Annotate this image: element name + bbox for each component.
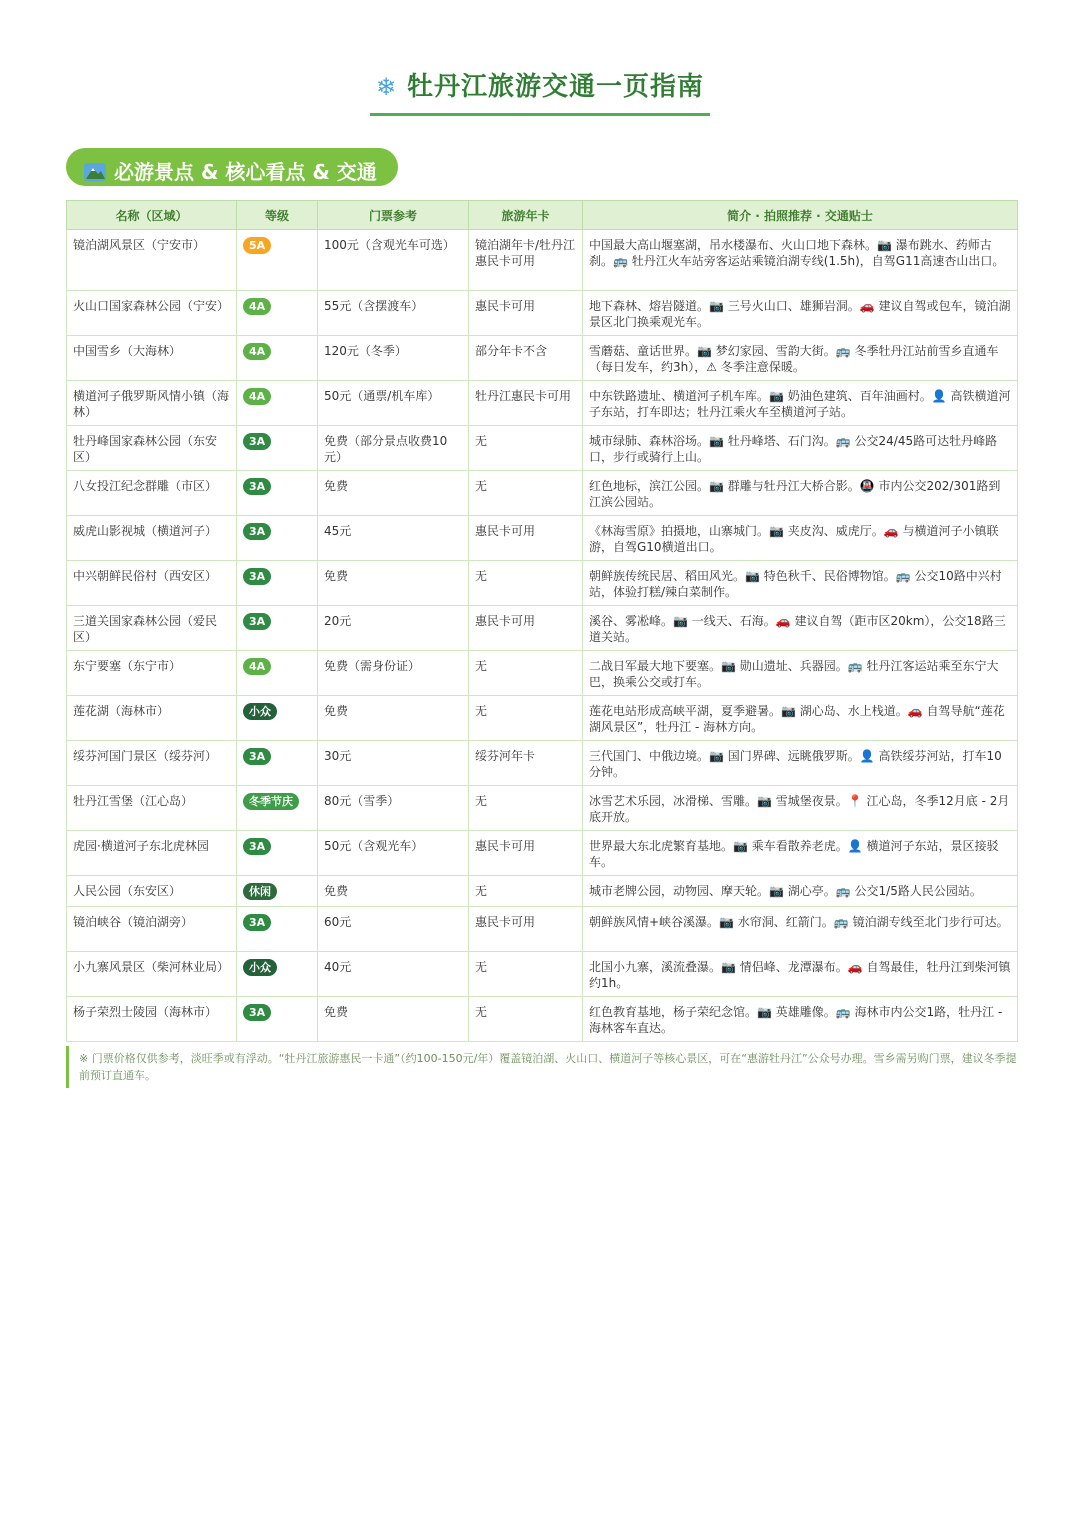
cell-intro: 中国最大高山堰塞湖，吊水楼瀑布、火山口地下森林。📷 瀑布跳水、药师古刹。🚌 牡丹江火车站旁客运站乘镜泊湖专线(1.5h)，自驾G11高速杏山出口。 xyxy=(583,230,1018,291)
table-row xyxy=(67,696,1018,741)
cell-card: 惠民卡可用 xyxy=(469,516,583,561)
cell-level xyxy=(237,907,318,952)
cell-ticket: 80元（雪季） xyxy=(318,786,469,831)
cell-card: 无 xyxy=(469,997,583,1042)
cell-ticket: 55元（含摆渡车） xyxy=(318,291,469,336)
level-badge: 休闲 xyxy=(243,883,277,900)
cell-card: 无 xyxy=(469,651,583,696)
level-badge: 3A xyxy=(243,478,271,495)
cell-intro: 二战日军最大地下要塞。📷 勋山遗址、兵器园。🚌 牡丹江客运站乘至东宁大巴，换乘公交或打车。 xyxy=(583,651,1018,696)
level-badge: 4A xyxy=(243,388,271,405)
cell-card: 惠民卡可用 xyxy=(469,831,583,876)
cell-card: 无 xyxy=(469,952,583,997)
header-name: 名称（区域） xyxy=(67,201,237,230)
cell-ticket: 30元 xyxy=(318,741,469,786)
cell-ticket: 免费 xyxy=(318,876,469,907)
title-wrap xyxy=(0,66,1080,116)
cell-intro: 雪蘑菇、童话世界。📷 梦幻家园、雪韵大街。🚌 冬季牡丹江站前雪乡直通车（每日发车，约3h），⚠ 冬季注意保暖。 xyxy=(583,336,1018,381)
header-ticket: 门票参考 xyxy=(318,201,469,230)
level-badge: 3A xyxy=(243,748,271,765)
cell-name: 牡丹江雪堡（江心岛） xyxy=(67,786,237,831)
cell-ticket: 20元 xyxy=(318,606,469,651)
level-badge: 3A xyxy=(243,568,271,585)
table-row xyxy=(67,952,1018,997)
page-title xyxy=(370,66,710,116)
cell-ticket: 50元（含观光车） xyxy=(318,831,469,876)
cell-level xyxy=(237,696,318,741)
cell-level xyxy=(237,230,318,291)
cell-intro: 世界最大东北虎繁育基地。📷 乘车看散养老虎。👤 横道河子东站，景区接驳车。 xyxy=(583,831,1018,876)
footnote: ※ 门票价格仅供参考，淡旺季或有浮动。“牡丹江旅游惠民一卡通”（约100-150元/年）覆盖镜泊湖、火山口、横道河子等核心景区，可在“惠游牡丹江”公众号办理。雪乡需另购门票，建议冬季提前预订直通车。 xyxy=(66,1046,1017,1088)
cell-level xyxy=(237,291,318,336)
cell-ticket: 免费 xyxy=(318,471,469,516)
cell-card: 惠民卡可用 xyxy=(469,907,583,952)
cell-intro: 冰雪艺术乐园，冰滑梯、雪雕。📷 雪城堡夜景。📍 江心岛，冬季12月底 - 2月底开放。 xyxy=(583,786,1018,831)
table-row xyxy=(67,426,1018,471)
table-row xyxy=(67,831,1018,876)
table-row xyxy=(67,907,1018,952)
cell-intro: 红色教育基地，杨子荣纪念馆。📷 英雄雕像。🚌 海林市内公交1路，牡丹江 - 海林客车直达。 xyxy=(583,997,1018,1042)
header-card: 旅游年卡 xyxy=(469,201,583,230)
cell-card: 无 xyxy=(469,471,583,516)
cell-name: 小九寨风景区（柴河林业局） xyxy=(67,952,237,997)
table-row xyxy=(67,876,1018,907)
cell-ticket: 120元（冬季） xyxy=(318,336,469,381)
cell-intro: 朝鲜族风情+峡谷溪瀑。📷 水帘洞、红箭门。🚌 镜泊湖专线至北门步行可达。 xyxy=(583,907,1018,952)
level-badge: 小众 xyxy=(243,959,277,976)
cell-name: 威虎山影视城（横道河子） xyxy=(67,516,237,561)
cell-ticket: 50元（通票/机车库） xyxy=(318,381,469,426)
cell-name: 人民公园（东安区） xyxy=(67,876,237,907)
section-header xyxy=(66,148,398,186)
level-badge: 3A xyxy=(243,523,271,540)
cell-name: 镜泊湖风景区（宁安市） xyxy=(67,230,237,291)
cell-level xyxy=(237,471,318,516)
cell-level xyxy=(237,786,318,831)
table-row xyxy=(67,561,1018,606)
level-badge: 5A xyxy=(243,237,271,254)
cell-ticket: 免费（需身份证） xyxy=(318,651,469,696)
cell-card: 无 xyxy=(469,876,583,907)
cell-intro: 莲花电站形成高峡平湖，夏季避暑。📷 湖心岛、水上栈道。🚗 自驾导航“莲花湖风景区”，牡丹江 - 海林方向。 xyxy=(583,696,1018,741)
snowflake-icon: ❄ xyxy=(375,73,398,101)
table-header-row xyxy=(67,201,1018,230)
cell-intro: 朝鲜族传统民居、稻田风光。📷 特色秋千、民俗博物馆。🚌 公交10路中兴村站，体验打糕/辣白菜制作。 xyxy=(583,561,1018,606)
cell-level xyxy=(237,516,318,561)
cell-intro: 地下森林、熔岩隧道。📷 三号火山口、雄狮岩洞。🚗 建议自驾或包车，镜泊湖景区北门换乘观光车。 xyxy=(583,291,1018,336)
cell-intro: 溪谷、雾凇峰。📷 一线天、石海。🚗 建议自驾（距市区20km），公交18路三道关站。 xyxy=(583,606,1018,651)
cell-card: 无 xyxy=(469,426,583,471)
attractions-table xyxy=(66,200,1018,1042)
cell-level xyxy=(237,561,318,606)
level-badge: 3A xyxy=(243,613,271,630)
cell-card: 绥芬河年卡 xyxy=(469,741,583,786)
level-badge: 3A xyxy=(243,838,271,855)
cell-card: 无 xyxy=(469,786,583,831)
cell-name: 横道河子俄罗斯风情小镇（海林） xyxy=(67,381,237,426)
cell-card: 镜泊湖年卡/牡丹江惠民卡可用 xyxy=(469,230,583,291)
cell-name: 绥芬河国门景区（绥芬河） xyxy=(67,741,237,786)
cell-intro: 城市老牌公园，动物园、摩天轮。📷 湖心亭。🚌 公交1/5路人民公园站。 xyxy=(583,876,1018,907)
table-row xyxy=(67,606,1018,651)
cell-name: 莲花湖（海林市） xyxy=(67,696,237,741)
cell-name: 牡丹峰国家森林公园（东安区） xyxy=(67,426,237,471)
cell-level xyxy=(237,606,318,651)
table-row xyxy=(67,291,1018,336)
cell-intro: 三代国门、中俄边境。📷 国门界碑、远眺俄罗斯。👤 高铁绥芬河站，打车10分钟。 xyxy=(583,741,1018,786)
level-badge: 4A xyxy=(243,658,271,675)
table-row xyxy=(67,997,1018,1042)
cell-ticket: 40元 xyxy=(318,952,469,997)
cell-card: 无 xyxy=(469,696,583,741)
level-badge: 4A xyxy=(243,343,271,360)
cell-intro: 城市绿肺、森林浴场。📷 牡丹峰塔、石门沟。🚌 公交24/45路可达牡丹峰路口，步行或骑行上山。 xyxy=(583,426,1018,471)
cell-level xyxy=(237,997,318,1042)
table-row xyxy=(67,516,1018,561)
table-row xyxy=(67,786,1018,831)
cell-card: 牡丹江惠民卡可用 xyxy=(469,381,583,426)
cell-level xyxy=(237,876,318,907)
level-badge: 小众 xyxy=(243,703,277,720)
cell-level xyxy=(237,831,318,876)
cell-name: 杨子荣烈士陵园（海林市） xyxy=(67,997,237,1042)
header-level: 等级 xyxy=(237,201,318,230)
cell-ticket: 免费 xyxy=(318,561,469,606)
cell-intro: 中东铁路遗址、横道河子机车库。📷 奶油色建筑、百年油画村。👤 高铁横道河子东站，打车即达；牡丹江乘火车至横道河子站。 xyxy=(583,381,1018,426)
cell-name: 中兴朝鲜民俗村（西安区） xyxy=(67,561,237,606)
cell-level xyxy=(237,651,318,696)
cell-ticket: 免费 xyxy=(318,696,469,741)
level-badge: 冬季节庆 xyxy=(243,793,299,810)
table-row xyxy=(67,336,1018,381)
cell-intro: 《林海雪原》拍摄地，山寨城门。📷 夹皮沟、威虎厅。🚗 与横道河子小镇联游，自驾G10横道出口。 xyxy=(583,516,1018,561)
cell-intro: 红色地标，滨江公园。📷 群雕与牡丹江大桥合影。🚇 市内公交202/301路到江滨公园站。 xyxy=(583,471,1018,516)
cell-card: 无 xyxy=(469,561,583,606)
page-title-text: 牡丹江旅游交通一页指南 xyxy=(407,72,705,102)
table-row xyxy=(67,381,1018,426)
level-badge: 3A xyxy=(243,1004,271,1021)
cell-name: 火山口国家森林公园（宁安） xyxy=(67,291,237,336)
table-row xyxy=(67,230,1018,291)
level-badge: 3A xyxy=(243,914,271,931)
table-row xyxy=(67,471,1018,516)
cell-name: 东宁要塞（东宁市） xyxy=(67,651,237,696)
cell-name: 三道关国家森林公园（爱民区） xyxy=(67,606,237,651)
cell-level xyxy=(237,426,318,471)
cell-card: 惠民卡可用 xyxy=(469,606,583,651)
cell-name: 中国雪乡（大海林） xyxy=(67,336,237,381)
table-row xyxy=(67,741,1018,786)
header-intro: 简介 · 拍照推荐 · 交通贴士 xyxy=(583,201,1018,230)
cell-level xyxy=(237,336,318,381)
cell-name: 镜泊峡谷（镜泊湖旁） xyxy=(67,907,237,952)
cell-level xyxy=(237,741,318,786)
cell-card: 惠民卡可用 xyxy=(469,291,583,336)
section-title: 必游景点 & 核心看点 & 交通 xyxy=(114,160,377,184)
cell-intro: 北国小九寨，溪流叠瀑。📷 情侣峰、龙潭瀑布。🚗 自驾最佳，牡丹江到柴河镇约1h。 xyxy=(583,952,1018,997)
cell-ticket: 60元 xyxy=(318,907,469,952)
mountain-icon xyxy=(84,162,106,180)
cell-name: 八女投江纪念群雕（市区） xyxy=(67,471,237,516)
cell-level xyxy=(237,381,318,426)
cell-level xyxy=(237,952,318,997)
table-row xyxy=(67,651,1018,696)
cell-ticket: 100元（含观光车可选） xyxy=(318,230,469,291)
cell-ticket: 45元 xyxy=(318,516,469,561)
level-badge: 4A xyxy=(243,298,271,315)
cell-name: 虎园·横道河子东北虎林园 xyxy=(67,831,237,876)
level-badge: 3A xyxy=(243,433,271,450)
cell-ticket: 免费（部分景点收费10元） xyxy=(318,426,469,471)
cell-card: 部分年卡不含 xyxy=(469,336,583,381)
cell-ticket: 免费 xyxy=(318,997,469,1042)
